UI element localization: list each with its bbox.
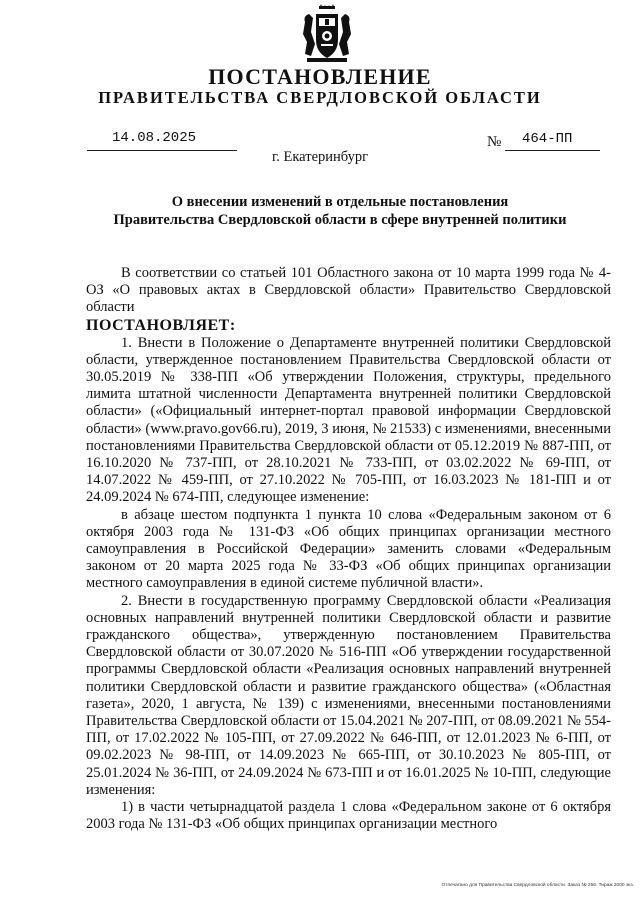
paragraph-1: 1. Внести в Положение о Департаменте внутренней политики Свердловской области, утвержденное постановлением Правительства Свердловской области от 30.05.2019 № 338-ПП «Об утверждении Положения, структуры, предельного лимита штатной численности Департамента внутренней политики Свердловской области» («Официальный интернет-портал правовой информации Свердловской области» (www.pravo.gov66.ru), 2019, 3 июня, № 21533) с изменениями, внесенными постановлениями Правительства Свердловской области от 05.12.2019 № 887-ПП, от 16.10.2020 № 737-ПП, от 28.10.2021 № 733-ПП, от 03.02.2022 № 69-ПП, от 14.07.2022 № 459-ПП, от 27.10.2022 № 705-ПП, от 16.03.2023 № 181-ПП и от 24.09.2024 № 674-ПП, следующее изменение:: [86, 334, 611, 506]
document-body: [86, 265, 611, 834]
paragraph-2-item-1: 1) в части четырнадцатой раздела 1 слова «Федеральном законе от 6 октября 2003 года № 131-ФЗ «Об общих принципах организации местного: [86, 799, 611, 833]
print-note: Отпечатано для Правительства Свердловской области. Заказ № 256. Тираж 2000 экз.: [441, 883, 634, 888]
document-subtitle: ПРАВИТЕЛЬСТВА СВЕРДЛОВСКОЙ ОБЛАСТИ: [98, 88, 542, 107]
document-title: ПОСТАНОВЛЕНИЕ: [208, 64, 432, 89]
document-city: г. Екатеринбург: [271, 149, 369, 165]
coat-of-arms-emblem: [301, 4, 353, 64]
subject-line-2: Правительства Свердловской области в сфере внутренней политики: [113, 212, 567, 228]
document-date: 14.08.2025: [112, 130, 197, 146]
paragraph-2: 2. Внести в государственную программу Свердловской области «Реализация основных направлений внутренней политики Свердловской области и развитие гражданского общества», утвержденную постановлением Правительства Свердловской области от 30.07.2020 № 516-ПП «Об утверждении государственной программы Свердловской области «Реализация основных направлений внутренней политики Свердловской области и развитие гражданского общества» («Областная газета», 2020, 1 августа, № 139) с изменениями, внесенными постановлениями Правительства Свердловской области от 15.04.2021 № 207-ПП, от 08.09.2021 № 554-ПП, от 17.02.2022 № 105-ПП, от 27.09.2022 № 646-ПП, от 12.01.2023 № 6-ПП, от 09.02.2023 № 98-ПП, от 14.09.2023 № 665-ПП, от 30.10.2023 № 805-ПП, от 25.01.2024 № 36-ПП, от 24.09.2024 № 673-ПП и от 16.01.2025 № 10-ПП, следующие изменения:: [86, 592, 611, 798]
subject-line-1: О внесении изменений в отдельные постановления: [171, 194, 509, 210]
intro-paragraph: В соответствии со статьей 101 Областного закона от 10 марта 1999 года № 4-ОЗ «О правовых актах в Свердловской области» Правительство Свердловской области: [86, 265, 611, 316]
document-number: 464-ПП: [522, 131, 573, 147]
number-label: №: [487, 134, 502, 150]
paragraph-1-amendment: в абзаце шестом подпункта 1 пункта 10 слова «Федеральным законом от 6 октября 2003 года № 131-ФЗ «Об общих принципах организации местного самоуправления в Российской Федерации» заменить словами «Федеральным законом от 20 марта 2025 года № 33-ФЗ «Об общих принципах организации местного самоуправления в единой системе публичной власти».: [86, 506, 611, 592]
decree-heading: ПОСТАНОВЛЯЕТ:: [86, 316, 236, 334]
document-subject: [40, 193, 640, 229]
